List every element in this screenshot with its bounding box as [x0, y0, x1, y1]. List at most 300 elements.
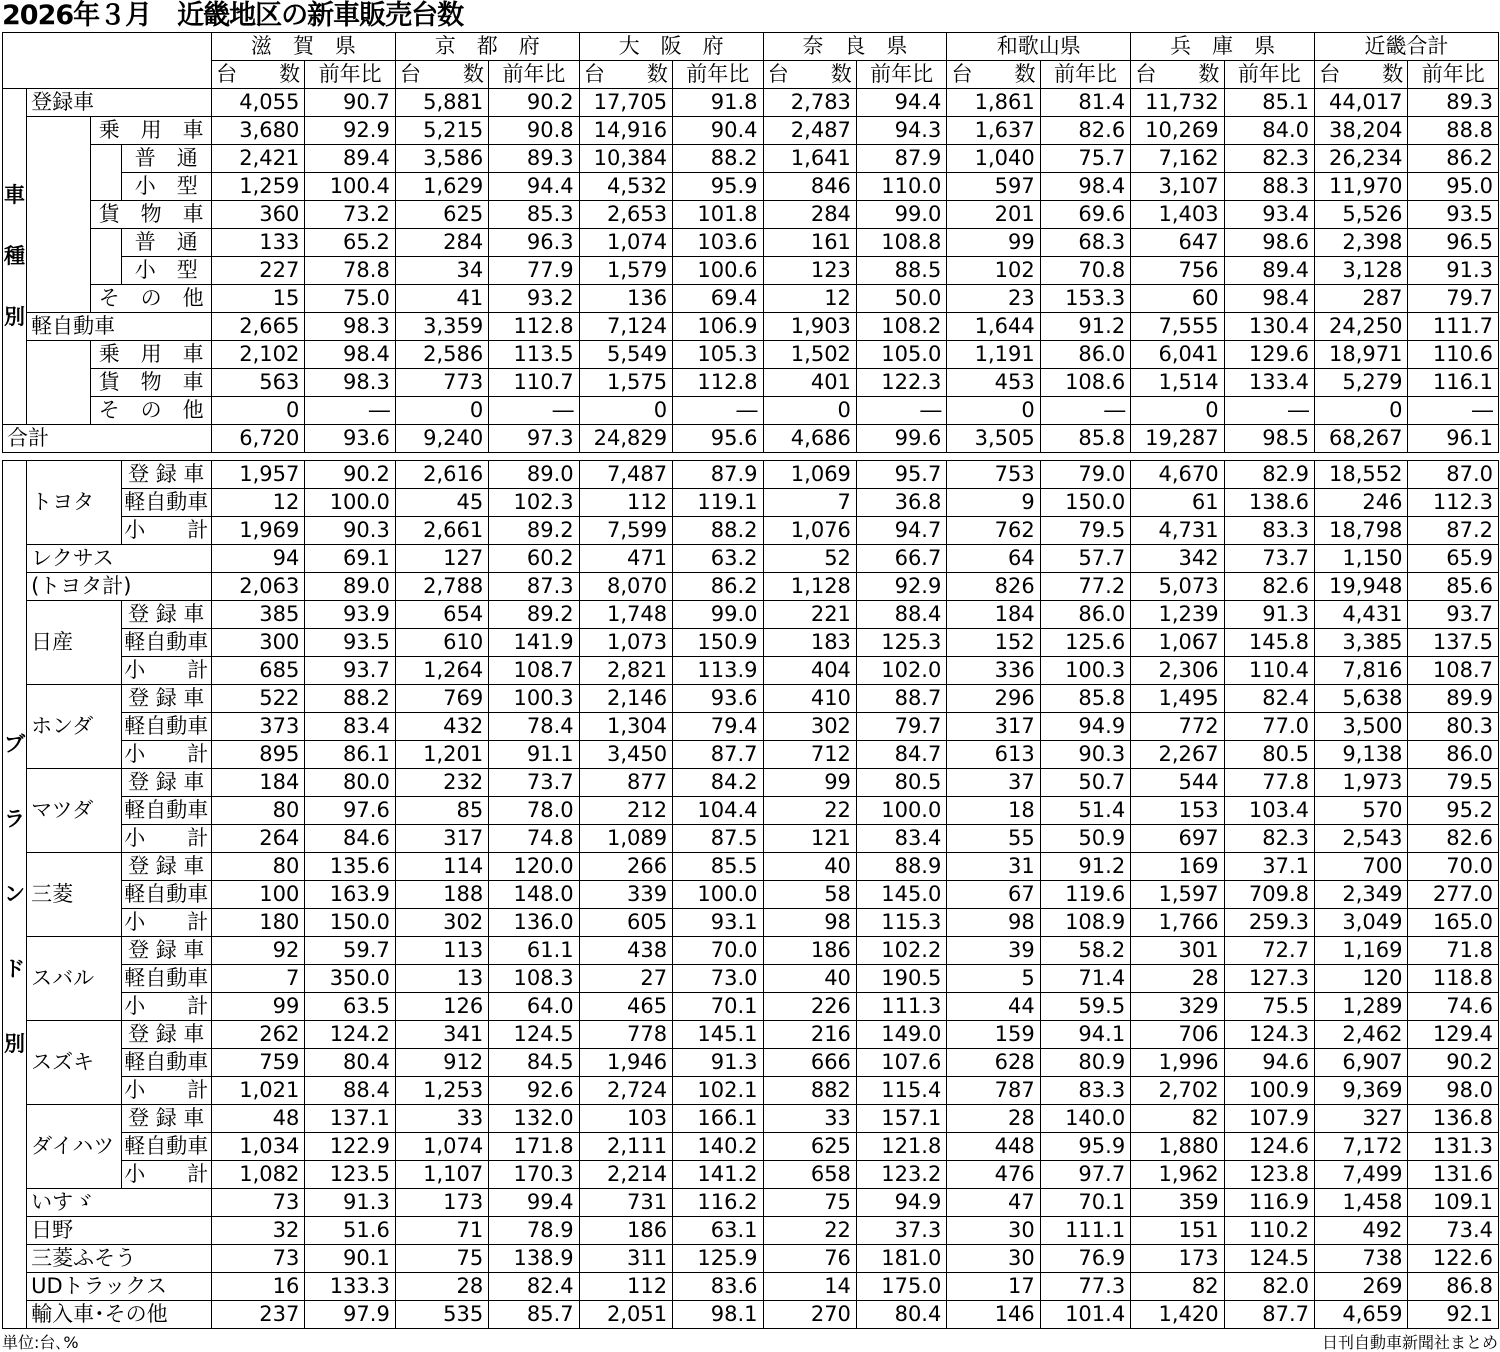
unit-count-cell: 647 — [1131, 229, 1224, 257]
yoy-ratio-cell: 82.6 — [1408, 825, 1499, 853]
yoy-ratio-cell: 107.9 — [1224, 1105, 1314, 1133]
yoy-ratio-cell: 94.3 — [856, 117, 946, 145]
yoy-ratio-cell: 140.2 — [673, 1133, 763, 1161]
table-row — [3, 1105, 1499, 1133]
unit-count-cell: 465 — [579, 993, 672, 1021]
yoy-ratio-cell: 84.7 — [856, 741, 946, 769]
yoy-ratio-cell: 80.5 — [856, 769, 946, 797]
unit-count-cell: 570 — [1315, 797, 1408, 825]
unit-count-cell: 152 — [947, 629, 1040, 657]
table-row — [3, 369, 1499, 397]
unit-count-cell: 1,575 — [579, 369, 672, 397]
table-row — [3, 769, 1499, 797]
unit-count-cell: 2,398 — [1315, 229, 1408, 257]
yoy-ratio-cell: 85.8 — [1040, 685, 1130, 713]
yoy-ratio-cell: 122.9 — [305, 1133, 395, 1161]
unit-count-cell: 1,076 — [763, 517, 856, 545]
indent-cell — [91, 145, 121, 201]
unit-count-cell: 360 — [211, 201, 304, 229]
unit-count-cell: 30 — [947, 1245, 1040, 1273]
unit-count-cell: 2,653 — [579, 201, 672, 229]
yoy-ratio-cell: 75.5 — [1224, 993, 1314, 1021]
yoy-ratio-cell: 93.1 — [673, 909, 763, 937]
yoy-ratio-cell: 75.7 — [1040, 145, 1130, 173]
yoy-ratio-cell: 82.6 — [1224, 573, 1314, 601]
table-row — [3, 117, 1499, 145]
yoy-ratio-cell: 83.4 — [856, 825, 946, 853]
unit-count-cell: 471 — [579, 545, 672, 573]
yoy-ratio-cell: 350.0 — [305, 965, 395, 993]
sub-label: 小 計 — [121, 909, 211, 937]
unit-count-cell: 71 — [395, 1217, 488, 1245]
yoy-ratio-cell: 141.9 — [489, 629, 579, 657]
yoy-ratio-cell: 94.1 — [1040, 1021, 1130, 1049]
unit-count-cell: 753 — [947, 461, 1040, 489]
unit-count-cell: 7,487 — [579, 461, 672, 489]
unit-count-cell: 38,204 — [1315, 117, 1408, 145]
unit-count-cell: 99 — [211, 993, 304, 1021]
brand-label: 日野 — [27, 1217, 212, 1245]
yoy-ratio-cell: 92.9 — [305, 117, 395, 145]
yoy-ratio-cell: 138.9 — [489, 1245, 579, 1273]
unit-count-cell: 1,150 — [1315, 545, 1408, 573]
unit-count-cell: 1,996 — [1131, 1049, 1224, 1077]
yoy-ratio-cell: 108.9 — [1040, 909, 1130, 937]
unit-count-cell: 26,234 — [1315, 145, 1408, 173]
sub-label: 軽自動車 — [121, 965, 211, 993]
yoy-ratio-cell: 149.0 — [856, 1021, 946, 1049]
unit-count-cell: 0 — [1131, 397, 1224, 425]
unit-count-cell: 151 — [1131, 1217, 1224, 1245]
yoy-ratio-cell: 133.4 — [1224, 369, 1314, 397]
unit-count-cell: 336 — [947, 657, 1040, 685]
table-row — [3, 89, 1499, 117]
yoy-ratio-cell: 94.6 — [1224, 1049, 1314, 1077]
yoy-ratio-cell: 153.3 — [1040, 285, 1130, 313]
unit-count-cell: 17 — [947, 1273, 1040, 1301]
yoy-ratio-cell: 145.1 — [673, 1021, 763, 1049]
brand-label: 日産 — [27, 601, 121, 685]
table-row — [3, 313, 1499, 341]
yoy-ratio-cell: 36.8 — [856, 489, 946, 517]
yoy-ratio-cell: 84.2 — [673, 769, 763, 797]
yoy-ratio-cell: 81.4 — [1040, 89, 1130, 117]
yoy-ratio-cell: 108.2 — [856, 313, 946, 341]
unit-count-cell: 186 — [579, 1217, 672, 1245]
yoy-ratio-cell: 129.6 — [1224, 341, 1314, 369]
table-row — [3, 1301, 1499, 1329]
yoy-ratio-cell: 123.5 — [305, 1161, 395, 1189]
unit-count-cell: 1,403 — [1131, 201, 1224, 229]
yoy-ratio-cell: 86.0 — [1040, 341, 1130, 369]
yoy-ratio-cell: 73.2 — [305, 201, 395, 229]
unit-count-cell: 169 — [1131, 853, 1224, 881]
unit-count-cell: 11,970 — [1315, 173, 1408, 201]
unit-count-cell: 448 — [947, 1133, 1040, 1161]
unit-count-cell: 112 — [579, 1273, 672, 1301]
unit-count-cell: 44,017 — [1315, 89, 1408, 117]
yoy-ratio-cell: 136.8 — [1408, 1105, 1499, 1133]
unit-count-cell: 658 — [763, 1161, 856, 1189]
source-credit: 日刊自動車新聞社まとめ — [1321, 1333, 1498, 1352]
yoy-ratio-cell: 95.7 — [856, 461, 946, 489]
yoy-ratio-cell: 89.2 — [489, 517, 579, 545]
unit-count-cell: 302 — [395, 909, 488, 937]
row-label: 合計 — [3, 425, 212, 453]
unit-count-cell: 778 — [579, 1021, 672, 1049]
yoy-ratio-cell: 80.3 — [1408, 713, 1499, 741]
sub-label: 登 録 車 — [121, 1105, 211, 1133]
brand-label: (トヨタ計) — [27, 573, 212, 601]
yoy-ratio-cell: 95.6 — [673, 425, 763, 453]
yoy-ratio-cell: 100.9 — [1224, 1077, 1314, 1105]
unit-count-cell: 1,641 — [763, 145, 856, 173]
table-row — [3, 601, 1499, 629]
unit-count-cell: 133 — [211, 229, 304, 257]
table-row — [3, 257, 1499, 285]
unit-count-cell: 82 — [1131, 1105, 1224, 1133]
yoy-ratio-cell: 125.3 — [856, 629, 946, 657]
yoy-ratio-cell: 90.2 — [489, 89, 579, 117]
row-label: 乗 用 車 — [91, 117, 212, 145]
unit-count-cell: 2,306 — [1131, 657, 1224, 685]
yoy-ratio-cell: 87.2 — [1408, 517, 1499, 545]
yoy-ratio-cell: 87.3 — [489, 573, 579, 601]
yoy-ratio-cell: 130.4 — [1224, 313, 1314, 341]
unit-count-cell: 9 — [947, 489, 1040, 517]
table-row — [3, 341, 1499, 369]
table-row — [3, 1133, 1499, 1161]
row-label: 普 通 — [121, 229, 211, 257]
yoy-ratio-cell: 84.0 — [1224, 117, 1314, 145]
unit-count-cell: 27 — [579, 965, 672, 993]
yoy-ratio-cell: 82.4 — [489, 1273, 579, 1301]
sub-label: 登 録 車 — [121, 853, 211, 881]
unit-count-cell: 3,107 — [1131, 173, 1224, 201]
unit-count-cell: 10,384 — [579, 145, 672, 173]
unit-count-cell: 2,783 — [763, 89, 856, 117]
table-row — [3, 993, 1499, 1021]
unit-count-cell: 30 — [947, 1217, 1040, 1245]
yoy-ratio-cell: 90.2 — [1408, 1049, 1499, 1077]
yoy-ratio-cell: 145.0 — [856, 881, 946, 909]
brand-label: スバル — [27, 937, 121, 1021]
yoy-ratio-cell: 74.8 — [489, 825, 579, 853]
unit-count-cell: 438 — [579, 937, 672, 965]
yoy-ratio-cell: 92.9 — [856, 573, 946, 601]
yoy-ratio-cell: 98.6 — [1224, 229, 1314, 257]
unit-count-cell: 2,702 — [1131, 1077, 1224, 1105]
unit-count-cell: 6,720 — [211, 425, 304, 453]
yoy-ratio-cell: 98.4 — [305, 341, 395, 369]
unit-count-cell: 1,259 — [211, 173, 304, 201]
table-row — [3, 1217, 1499, 1245]
yoy-ratio-cell: 98.3 — [305, 369, 395, 397]
yoy-ratio-cell: 50.7 — [1040, 769, 1130, 797]
unit-count-cell: 2,665 — [211, 313, 304, 341]
unit-count-cell: 188 — [395, 881, 488, 909]
brand-label: レクサス — [27, 545, 212, 573]
yoy-ratio-cell: 63.5 — [305, 993, 395, 1021]
yoy-ratio-cell: 103.4 — [1224, 797, 1314, 825]
unit-count-cell: 67 — [947, 881, 1040, 909]
yoy-ratio-cell: 107.6 — [856, 1049, 946, 1077]
yoy-ratio-cell: 65.2 — [305, 229, 395, 257]
unit-count-cell: 2,051 — [579, 1301, 672, 1329]
yoy-ratio-cell: 89.4 — [1224, 257, 1314, 285]
unit-count-cell: 1,253 — [395, 1077, 488, 1105]
unit-count-cell: 7,599 — [579, 517, 672, 545]
yoy-ratio-cell: 127.3 — [1224, 965, 1314, 993]
table-row — [3, 145, 1499, 173]
yoy-ratio-cell: 70.1 — [673, 993, 763, 1021]
yoy-ratio-cell: 110.0 — [856, 173, 946, 201]
unit-count-cell: 18,971 — [1315, 341, 1408, 369]
yoy-ratio-cell: 122.6 — [1408, 1245, 1499, 1273]
yoy-ratio-cell: 82.4 — [1224, 685, 1314, 713]
yoy-ratio-cell: 131.3 — [1408, 1133, 1499, 1161]
unit-count-cell: 1,861 — [947, 89, 1040, 117]
yoy-ratio-cell: 78.4 — [489, 713, 579, 741]
yoy-ratio-cell: 88.4 — [305, 1077, 395, 1105]
unit-count-cell: 1,107 — [395, 1161, 488, 1189]
yoy-ratio-cell: 123.2 — [856, 1161, 946, 1189]
yoy-ratio-cell: 100.6 — [673, 257, 763, 285]
unit-count-cell: 12 — [211, 489, 304, 517]
yoy-ratio-cell: 50.9 — [1040, 825, 1130, 853]
unit-count-cell: 1,128 — [763, 573, 856, 601]
unit-count-cell: 123 — [763, 257, 856, 285]
table-row — [3, 937, 1499, 965]
unit-count-cell: 5,526 — [1315, 201, 1408, 229]
yoy-ratio-cell: 88.7 — [856, 685, 946, 713]
unit-count-cell: 1,514 — [1131, 369, 1224, 397]
yoy-ratio-cell: 123.8 — [1224, 1161, 1314, 1189]
yoy-ratio-cell: 157.1 — [856, 1105, 946, 1133]
row-label: 貨 物 車 — [91, 369, 212, 397]
yoy-ratio-cell: 89.9 — [1408, 685, 1499, 713]
unit-count-cell: 0 — [395, 397, 488, 425]
prefecture-header: 京 都 府 — [395, 33, 579, 61]
row-label: 小 型 — [121, 173, 211, 201]
unit-count-cell: 628 — [947, 1049, 1040, 1077]
unit-count-cell: 37 — [947, 769, 1040, 797]
unit-count-cell: 756 — [1131, 257, 1224, 285]
unit-count-cell: 1,289 — [1315, 993, 1408, 1021]
section-label-char: ラ — [4, 807, 26, 831]
yoy-ratio-cell: 80.5 — [1224, 741, 1314, 769]
unit-count-cell: 287 — [1315, 285, 1408, 313]
unit-count-cell: 1,040 — [947, 145, 1040, 173]
unit-count-cell: 787 — [947, 1077, 1040, 1105]
yoy-ratio-cell: 95.9 — [1040, 1133, 1130, 1161]
unit-count-cell: 159 — [947, 1021, 1040, 1049]
unit-count-cell: 1,021 — [211, 1077, 304, 1105]
table-row — [3, 741, 1499, 769]
yoy-ratio-cell: 109.1 — [1408, 1189, 1499, 1217]
unit-count-cell: 28 — [395, 1273, 488, 1301]
yoy-ratio-cell: 88.2 — [673, 145, 763, 173]
unit-count-cell: 2,543 — [1315, 825, 1408, 853]
table-row — [3, 1021, 1499, 1049]
yoy-ratio-cell: 86.2 — [1408, 145, 1499, 173]
yoy-ratio-cell: 150.0 — [305, 909, 395, 937]
unit-count-cell: 329 — [1131, 993, 1224, 1021]
unit-count-cell: 173 — [395, 1189, 488, 1217]
sub-label: 登 録 車 — [121, 461, 211, 489]
brand-table — [2, 460, 1499, 1329]
yoy-ratio-cell: 148.0 — [489, 881, 579, 909]
yoy-ratio-cell: 94.4 — [856, 89, 946, 117]
unit-count-cell: 7,124 — [579, 313, 672, 341]
yoy-ratio-cell: 88.8 — [1408, 117, 1499, 145]
unit-count-cell: 404 — [763, 657, 856, 685]
unit-count-cell: 153 — [1131, 797, 1224, 825]
yoy-ratio-cell: 150.9 — [673, 629, 763, 657]
unit-count-cell: 18,798 — [1315, 517, 1408, 545]
yoy-ratio-cell: 85.5 — [673, 853, 763, 881]
unit-count-cell: 492 — [1315, 1217, 1408, 1245]
unit-count-cell: 1,073 — [579, 629, 672, 657]
unit-count-cell: 342 — [1131, 545, 1224, 573]
unit-count-cell: 625 — [763, 1133, 856, 1161]
unit-count-cell: 232 — [395, 769, 488, 797]
table-row — [3, 173, 1499, 201]
yoy-ratio-cell: 91.1 — [489, 741, 579, 769]
yoy-ratio-cell: 98.5 — [1224, 425, 1314, 453]
unit-count-cell: 296 — [947, 685, 1040, 713]
unit-count-cell: 1,034 — [211, 1133, 304, 1161]
unit-count-cell: 5 — [947, 965, 1040, 993]
sub-label: 小 計 — [121, 993, 211, 1021]
yoy-ratio-cell: 87.0 — [1408, 461, 1499, 489]
unit-count-cell: 184 — [947, 601, 1040, 629]
page-title: 2026年３月 近畿地区の新車販売台数 — [2, 0, 464, 31]
yoy-ratio-cell: 63.1 — [673, 1217, 763, 1245]
unit-count-cell: 44 — [947, 993, 1040, 1021]
yoy-ratio-cell: 170.3 — [489, 1161, 579, 1189]
yoy-ratio-cell: 70.0 — [1408, 853, 1499, 881]
row-label: 貨 物 車 — [91, 201, 212, 229]
brand-label: トヨタ — [27, 461, 121, 545]
yoy-ratio-cell: 76.9 — [1040, 1245, 1130, 1273]
yoy-ratio-cell: 89.0 — [305, 573, 395, 601]
section-label — [3, 89, 27, 425]
yoy-ratio-cell: 88.3 — [1224, 173, 1314, 201]
unit-count-cell: 5,638 — [1315, 685, 1408, 713]
yoy-ratio-cell: 50.0 — [856, 285, 946, 313]
unit-count-cell: 2,349 — [1315, 881, 1408, 909]
yoy-ratio-cell: ― — [1040, 397, 1130, 425]
count-subheader: 台 数 — [947, 61, 1040, 89]
unit-count-cell: 183 — [763, 629, 856, 657]
prefecture-header: 大 阪 府 — [579, 33, 763, 61]
unit-note: 単位:台､% — [2, 1333, 79, 1352]
yoy-ratio-cell: 137.5 — [1408, 629, 1499, 657]
unit-count-cell: 4,532 — [579, 173, 672, 201]
yoy-ratio-cell: 131.6 — [1408, 1161, 1499, 1189]
unit-count-cell: 76 — [763, 1245, 856, 1273]
section-label-char: ド — [4, 957, 26, 981]
ratio-subheader: 前年比 — [1040, 61, 1130, 89]
unit-count-cell: 85 — [395, 797, 488, 825]
unit-count-cell: 18 — [947, 797, 1040, 825]
unit-count-cell: 13 — [395, 965, 488, 993]
unit-count-cell: 1,973 — [1315, 769, 1408, 797]
unit-count-cell: 1,502 — [763, 341, 856, 369]
unit-count-cell: 180 — [211, 909, 304, 937]
indent-cell — [27, 341, 91, 425]
unit-count-cell: 17,705 — [579, 89, 672, 117]
unit-count-cell: 161 — [763, 229, 856, 257]
unit-count-cell: 317 — [947, 713, 1040, 741]
yoy-ratio-cell: 86.0 — [1040, 601, 1130, 629]
unit-count-cell: 18,552 — [1315, 461, 1408, 489]
yoy-ratio-cell: 77.3 — [1040, 1273, 1130, 1301]
unit-count-cell: 317 — [395, 825, 488, 853]
unit-count-cell: 772 — [1131, 713, 1224, 741]
unit-count-cell: 264 — [211, 825, 304, 853]
yoy-ratio-cell: 79.7 — [1408, 285, 1499, 313]
unit-count-cell: 103 — [579, 1105, 672, 1133]
yoy-ratio-cell: 101.8 — [673, 201, 763, 229]
count-subheader: 台 数 — [579, 61, 672, 89]
unit-count-cell: 1,239 — [1131, 601, 1224, 629]
unit-count-cell: 1,903 — [763, 313, 856, 341]
unit-count-cell: 1,074 — [395, 1133, 488, 1161]
yoy-ratio-cell: 163.9 — [305, 881, 395, 909]
yoy-ratio-cell: 78.9 — [489, 1217, 579, 1245]
yoy-ratio-cell: 93.5 — [1408, 201, 1499, 229]
ratio-subheader: 前年比 — [1224, 61, 1314, 89]
yoy-ratio-cell: 91.8 — [673, 89, 763, 117]
unit-count-cell: 58 — [763, 881, 856, 909]
ratio-subheader: 前年比 — [1408, 61, 1499, 89]
yoy-ratio-cell: 709.8 — [1224, 881, 1314, 909]
yoy-ratio-cell: 100.3 — [489, 685, 579, 713]
unit-count-cell: 1,082 — [211, 1161, 304, 1189]
table-row — [3, 573, 1499, 601]
yoy-ratio-cell: 96.5 — [1408, 229, 1499, 257]
yoy-ratio-cell: 69.4 — [673, 285, 763, 313]
brand-label: 三菱ふそう — [27, 1245, 212, 1273]
yoy-ratio-cell: 99.0 — [673, 601, 763, 629]
unit-count-cell: 99 — [947, 229, 1040, 257]
yoy-ratio-cell: 51.4 — [1040, 797, 1130, 825]
unit-count-cell: 47 — [947, 1189, 1040, 1217]
table-row — [3, 517, 1499, 545]
yoy-ratio-cell: 90.4 — [673, 117, 763, 145]
unit-count-cell: 98 — [947, 909, 1040, 937]
section-label-char: 別 — [4, 1032, 26, 1056]
unit-count-cell: 284 — [395, 229, 488, 257]
yoy-ratio-cell: 166.1 — [673, 1105, 763, 1133]
unit-count-cell: 666 — [763, 1049, 856, 1077]
yoy-ratio-cell: 112.8 — [489, 313, 579, 341]
yoy-ratio-cell: 108.3 — [489, 965, 579, 993]
yoy-ratio-cell: 102.3 — [489, 489, 579, 517]
yoy-ratio-cell: 116.1 — [1408, 369, 1499, 397]
yoy-ratio-cell: 145.8 — [1224, 629, 1314, 657]
yoy-ratio-cell: 94.4 — [489, 173, 579, 201]
table-row — [3, 397, 1499, 425]
unit-count-cell: 341 — [395, 1021, 488, 1049]
count-subheader: 台 数 — [395, 61, 488, 89]
yoy-ratio-cell: 129.4 — [1408, 1021, 1499, 1049]
yoy-ratio-cell: 116.2 — [673, 1189, 763, 1217]
section-label-char: 車 — [4, 183, 26, 207]
yoy-ratio-cell: 135.6 — [305, 853, 395, 881]
